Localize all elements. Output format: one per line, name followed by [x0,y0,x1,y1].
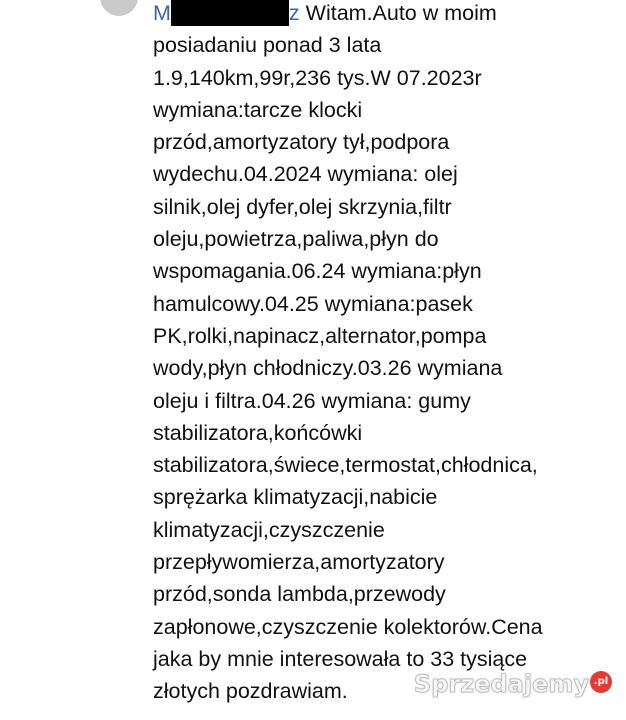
comment-line: zapłonowe,czyszczenie kolektorów.Cena [153,614,543,639]
comment-line: złotych pozdrawiam. [153,679,348,704]
comment-line: stabilizatora,końcówki [153,420,363,445]
comment-line: stabilizatora,świece,termostat,chłodnica, [153,453,538,478]
comment-line: jaka by mnie interesowała to 33 tysiące [153,646,528,671]
comment-line: 1.9,140km,99r,236 tys.W 07.2023r [153,65,482,90]
sprzedajemy-watermark [414,670,612,698]
comment-line: oleju,powietrza,paliwa,płyn do [153,227,439,252]
comment-line: wymiana:tarcze klocki [153,97,363,122]
comment-text: Witam.Auto w moim [305,1,497,25]
comment-line: wspomagania.06.24 wymiana:płyn [153,259,482,284]
comment-line: PK,rolki,napinacz,alternator,pompa [153,323,487,348]
comment-line: posiadaniu ponad 3 lata [153,33,382,58]
comment-line: silnik,olej dyfer,olej skrzynia,filtr [153,194,452,219]
avatar[interactable] [100,0,138,16]
comment-body [153,0,623,708]
watermark-badge: .pl [590,671,612,693]
comment-line: sprężarka klimatyzacji,nabicie [153,485,438,510]
comment-line: przód,amortyzatory tył,podpora [153,130,450,155]
redaction-bar [171,0,289,26]
comment-line: oleju i filtra.04.26 wymiana: gumy [153,388,471,413]
comment-line: przepływomierza,amortyzatory [153,550,445,575]
comment-line: klimatyzacji,czyszczenie [153,517,385,542]
comment-line: wydechu.04.2024 wymiana: olej [153,162,458,187]
comment-line: hamulcowy.04.25 wymiana:pasek [153,291,473,316]
comment-line [153,0,623,29]
comment-line: wody,płyn chłodniczy.03.26 wymiana [153,356,503,381]
author-name[interactable]: M z [153,1,300,25]
watermark-text: Sprzedajemy [413,670,589,698]
comment-line: przód,sonda lambda,przewody [153,582,446,607]
